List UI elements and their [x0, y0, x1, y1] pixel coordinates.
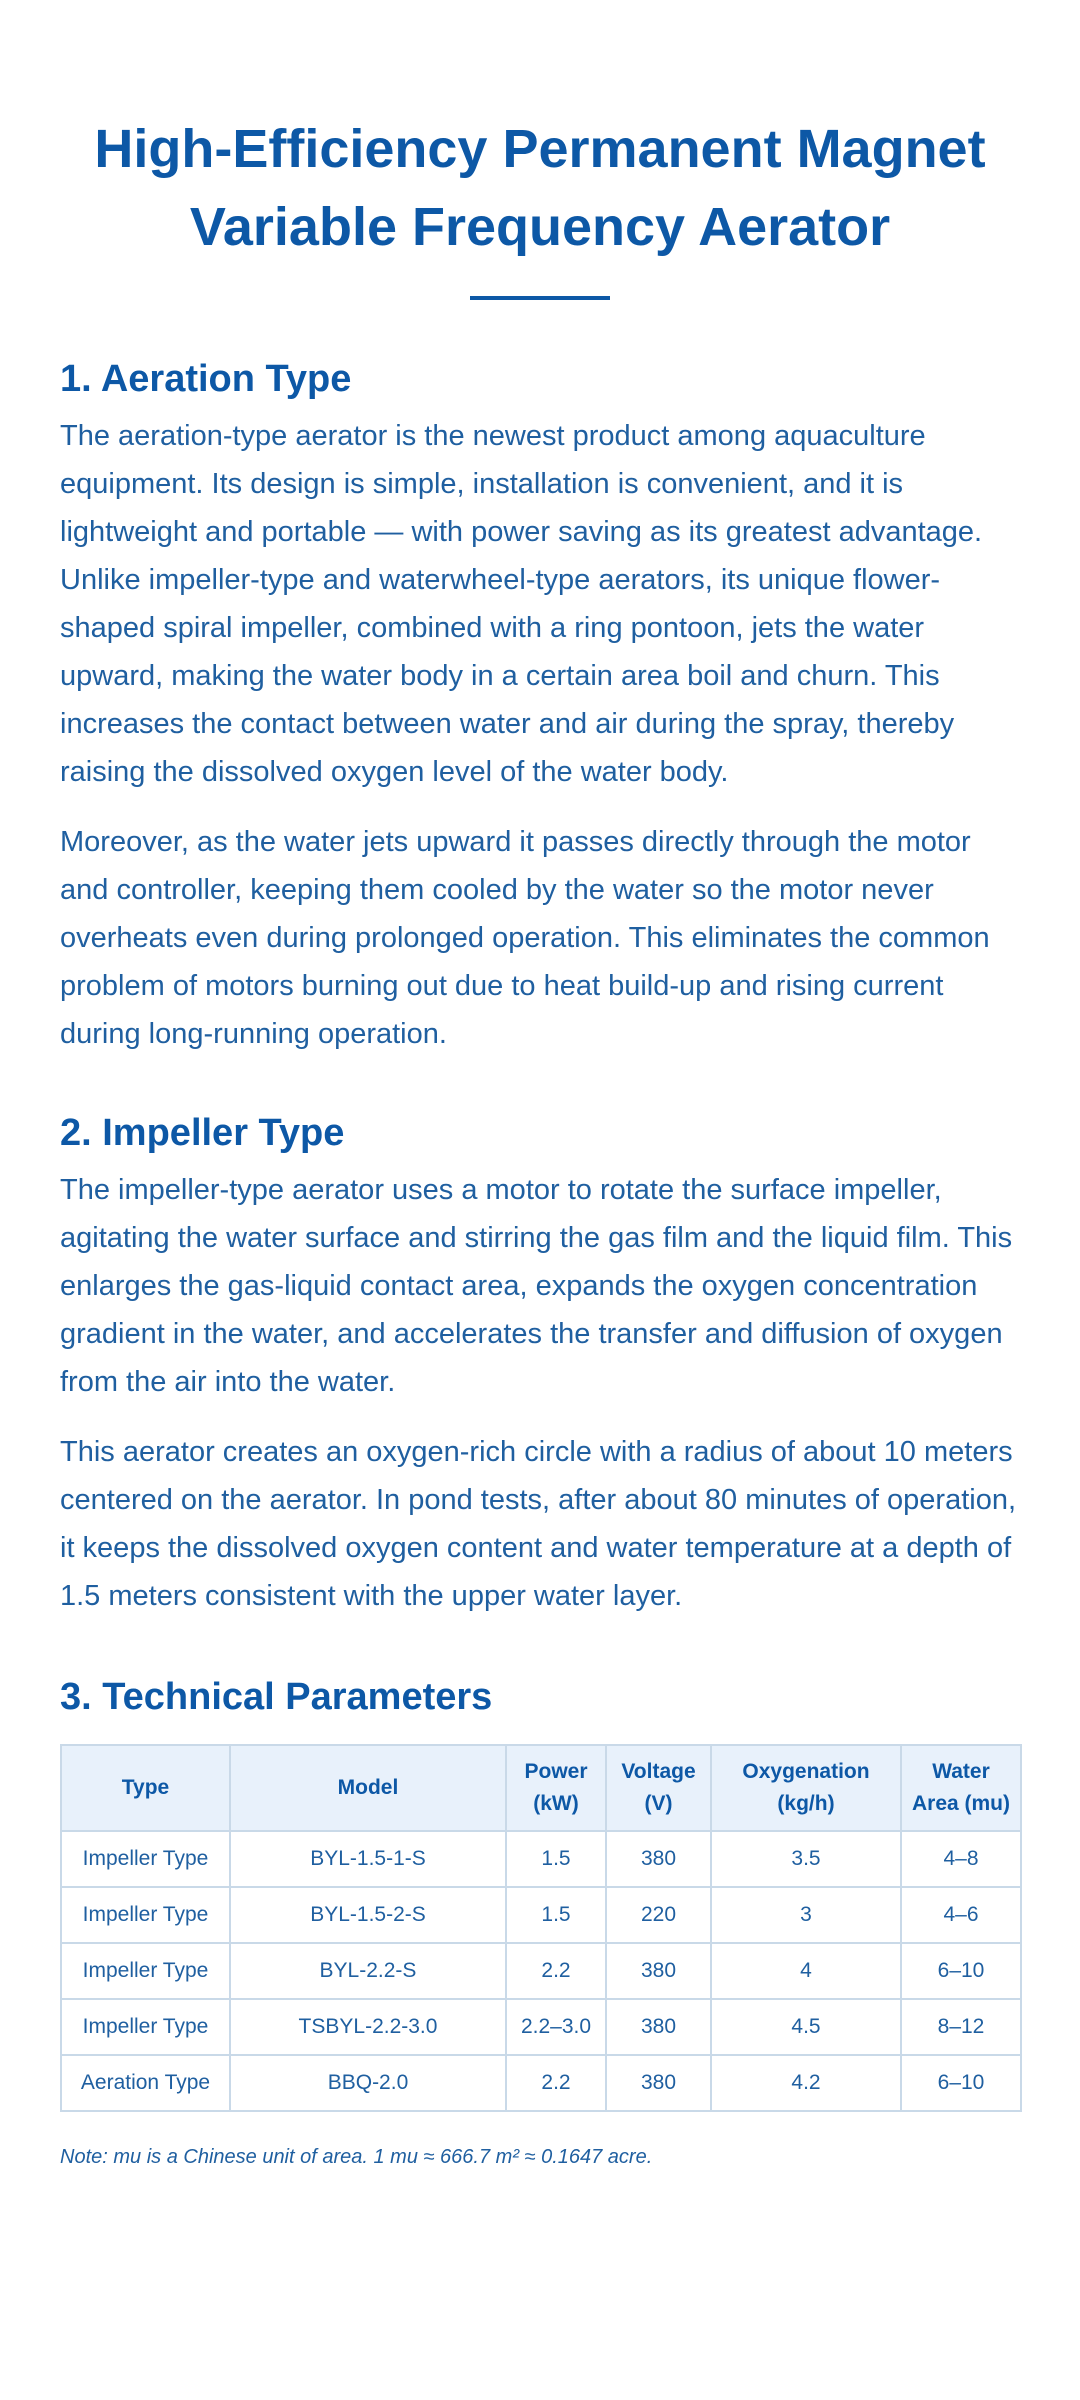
cell-power: 2.2: [506, 1943, 606, 1999]
cell-voltage: 380: [606, 1999, 711, 2055]
header-water-area-line-2: Area (mu): [911, 1792, 1011, 1815]
cell-power: 1.5: [506, 1831, 606, 1887]
cell-oxygenation: 3: [711, 1887, 901, 1943]
cell-type: Impeller Type: [61, 1943, 230, 1999]
impeller-paragraph-2: This aerator creates an oxygen-rich circle with a radius of about 10 meters centered on the aerator. In pond tests, after about 80 minutes of operation, it keeps the dissolved oxygen content and water temperature at a depth of 1.5 meters consistent with the upper water layer.: [60, 1436, 1017, 1612]
section-heading-impeller: 2. Impeller Type: [60, 1112, 345, 1154]
table-row: [61, 1887, 1021, 1943]
header-power-line-2: (kW): [533, 1792, 579, 1815]
aeration-paragraph-2: Moreover, as the water jets upward it passes directly through the motor and controller, keeping them cooled by the water so the motor never overheats even during prolonged operation. This eliminates the common problem of motors burning out due to heat build-up and rising current during long-running operation.: [60, 826, 990, 1050]
cell-oxygenation: 4.2: [711, 2055, 901, 2111]
cell-voltage: 380: [606, 1943, 711, 1999]
table-footnote: Note: mu is a Chinese unit of area. 1 mu ≈ 666.7 m² ≈ 0.1647 acre.: [60, 2146, 653, 2168]
cell-water-area: 8–12: [901, 1999, 1021, 2055]
table-row: [61, 1831, 1021, 1887]
section-technical-parameters: [60, 1674, 1020, 2169]
section-heading-technical: 3. Technical Parameters: [60, 1676, 493, 1718]
cell-model: BYL-1.5-2-S: [230, 1887, 506, 1943]
cell-water-area: 4–8: [901, 1831, 1021, 1887]
header-voltage-line-2: (V): [644, 1792, 673, 1815]
aeration-paragraph-1: The aeration-type aerator is the newest product among aquaculture equipment. Its design is simple, installation is convenient, and it is lightweight and portable — with power saving as its greatest advantage. Unlike impeller-type and waterwheel-type aerators, its unique flower-shaped spiral impeller, combined with a ring pontoon, jets the water upward, making the water body in a certain area boil and churn. This increases the contact between water and air during the spray, thereby raising the dissolved oxygen level of the water body.: [60, 420, 983, 788]
cell-power: 1.5: [506, 1887, 606, 1943]
header-voltage: [606, 1745, 711, 1831]
cell-type: Impeller Type: [61, 1999, 230, 2055]
table-row: [61, 2055, 1021, 2111]
cell-power: 2.2: [506, 2055, 606, 2111]
impeller-paragraph-1: The impeller-type aerator uses a motor to rotate the surface impeller, agitating the water surface and stirring the gas film and the liquid film. This enlarges the gas-liquid contact area, expands the oxygen concentration gradient in the water, and accelerates the transfer and diffusion of oxygen from the air into the water.: [60, 1174, 1013, 1398]
header-model-line-1: Model: [337, 1776, 399, 1799]
page-title: [60, 110, 1020, 266]
cell-voltage: 220: [606, 1887, 711, 1943]
technical-parameters-table: [60, 1744, 1022, 2112]
section-heading-aeration: 1. Aeration Type: [60, 358, 352, 400]
cell-type: Impeller Type: [61, 1887, 230, 1943]
page-title-line-1: High-Efficiency Permanent Magnet: [94, 119, 986, 179]
section-impeller-type: [60, 1110, 1020, 1620]
cell-oxygenation: 3.5: [711, 1831, 901, 1887]
header-oxygenation-line-2: (kg/h): [777, 1792, 835, 1815]
header-voltage-line-1: Voltage: [621, 1760, 696, 1783]
page-title-line-2: Variable Frequency Aerator: [189, 197, 891, 257]
cell-type: Impeller Type: [61, 1831, 230, 1887]
cell-water-area: 4–6: [901, 1887, 1021, 1943]
table-header-row: [61, 1745, 1021, 1831]
cell-oxygenation: 4.5: [711, 1999, 901, 2055]
section-aeration-type: [60, 356, 1020, 1058]
header-power: [506, 1745, 606, 1831]
cell-water-area: 6–10: [901, 2055, 1021, 2111]
table-row: [61, 1999, 1021, 2055]
cell-model: BBQ-2.0: [230, 2055, 506, 2111]
header-water-area: [901, 1745, 1021, 1831]
title-divider: [470, 296, 610, 300]
cell-model: TSBYL-2.2-3.0: [230, 1999, 506, 2055]
header-model: [230, 1745, 506, 1831]
cell-power: 2.2–3.0: [506, 1999, 606, 2055]
table-row: [61, 1943, 1021, 1999]
cell-model: BYL-1.5-1-S: [230, 1831, 506, 1887]
header-oxygenation-line-1: Oxygenation: [742, 1760, 870, 1783]
header-water-area-line-1: Water: [932, 1760, 990, 1783]
cell-model: BYL-2.2-S: [230, 1943, 506, 1999]
cell-oxygenation: 4: [711, 1943, 901, 1999]
header-type: [61, 1745, 230, 1831]
cell-water-area: 6–10: [901, 1943, 1021, 1999]
header-power-line-1: Power: [524, 1760, 588, 1783]
cell-voltage: 380: [606, 1831, 711, 1887]
header-oxygenation: [711, 1745, 901, 1831]
cell-type: Aeration Type: [61, 2055, 230, 2111]
header-type-line-1: Type: [121, 1776, 170, 1799]
cell-voltage: 380: [606, 2055, 711, 2111]
